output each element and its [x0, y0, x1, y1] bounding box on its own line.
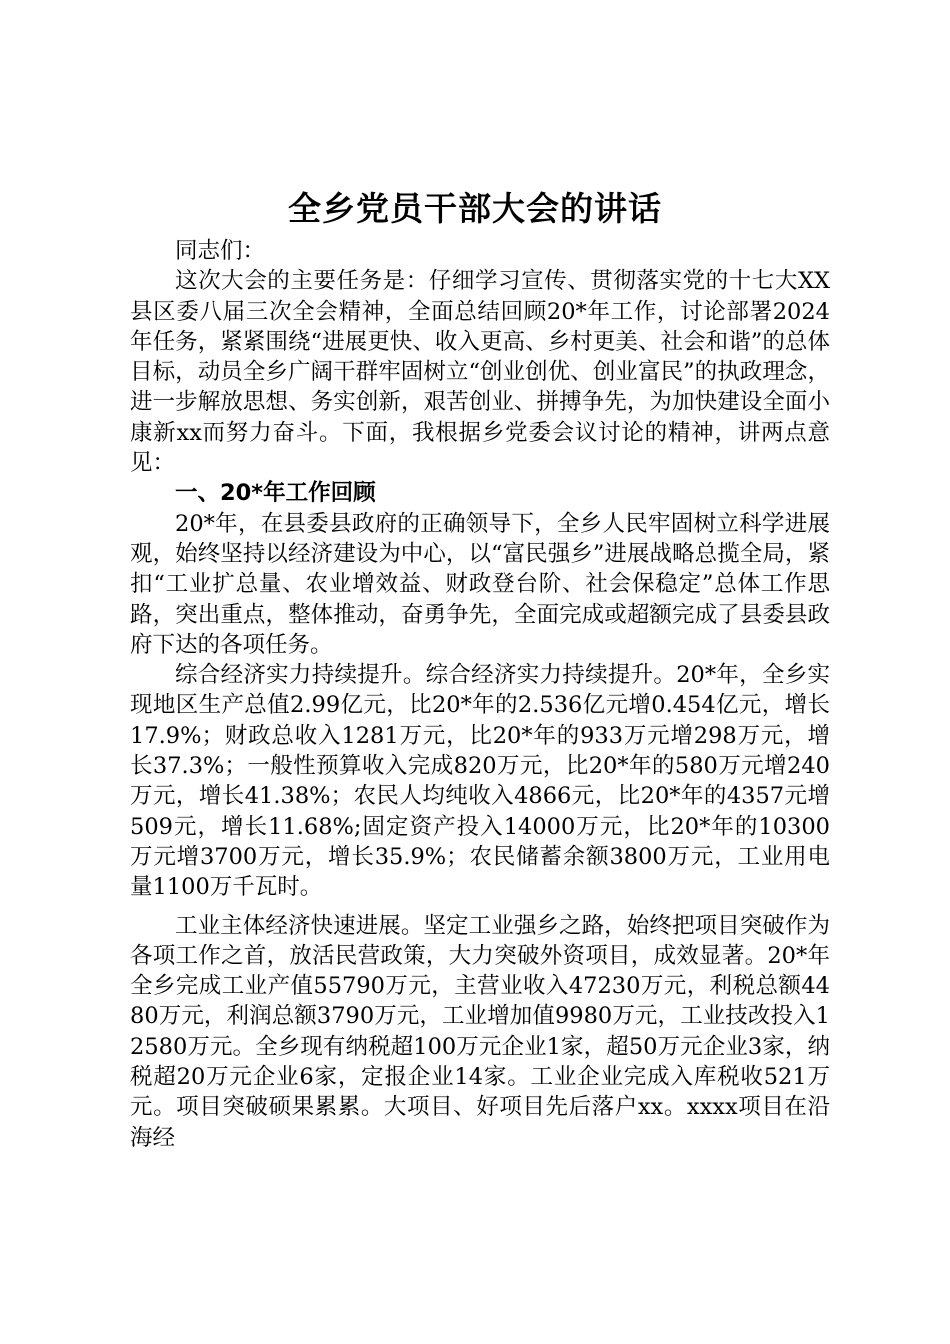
section-paragraph: 20*年，在县委县政府的正确领导下，全乡人民牢固树立科学进展观，始终坚持以经济建设为中心，以“富民强乡”进展战略总揽全局，紧扣“工业扩总量、农业增效益、财政登台阶、社会保稳定”总体工作思路，突出重点，整体推动，奋勇争先，全面完成或超额完成了县委县政府下达的各项任务。 [130, 510, 830, 658]
document-title: 全乡党员干部大会的讲话 [288, 189, 662, 228]
document-body [130, 236, 830, 1153]
industry-paragraph: 工业主体经济快速进展。坚定工业强乡之路，始终把项目突破作为各项工作之首，放活民营政策，大力突破外资项目，成效显著。20*年全乡完成工业产值55790万元，主营业收入47230万元，利税总额4480万元，利润总额3790万元，工业增加值9980万元，工业技改投入12580万元。全乡现有纳税超100万元企业1家，超50万元企业3家，纳税超20万元企业6家，定报企业14家。工业企业完成入库税收521万元。项目突破硕果累累。大项目、好项目先后落户xx。xxxx项目在沿海经 [130, 912, 830, 1151]
intro-paragraph: 这次大会的主要任务是：仔细学习宣传、贯彻落实党的十七大XX县区委八届三次全会精神，全面总结回顾20*年工作，讨论部署2024年任务，紧紧围绕“进展更快、收入更高、乡村更美、社会和谐”的总体目标，动员全乡广阔干群牢固树立“创业创优、创业富民”的执政理念，进一步解放思想、务实创新，艰苦创业、拼搏争先，为加快建设全面小康新xx而努力奋斗。下面，我根据乡党委会议讨论的精神，讲两点意见： [130, 268, 830, 477]
economy-paragraph: 综合经济实力持续提升。综合经济实力持续提升。20*年，全乡实现地区生产总值2.99亿元，比20*年的2.536亿元增0.454亿元，增长17.9%；财政总收入1281万元，比20*年的933万元增298万元，增长37.3%；一般性预算收入完成820万元，比20*年的580万元增240万元，增长41.38%；农民人均纯收入4866元，比20*年的4357元增509元，增长11.68%;固定资产投入14000万元，比20*年的10300万元增3700万元，增长35.9%；农民储蓄余额3800万元，工业用电量1100万千瓦时。 [130, 662, 830, 901]
salutation: 同志们： [175, 238, 266, 264]
section-heading: 一、20*年工作回顾 [175, 480, 376, 507]
